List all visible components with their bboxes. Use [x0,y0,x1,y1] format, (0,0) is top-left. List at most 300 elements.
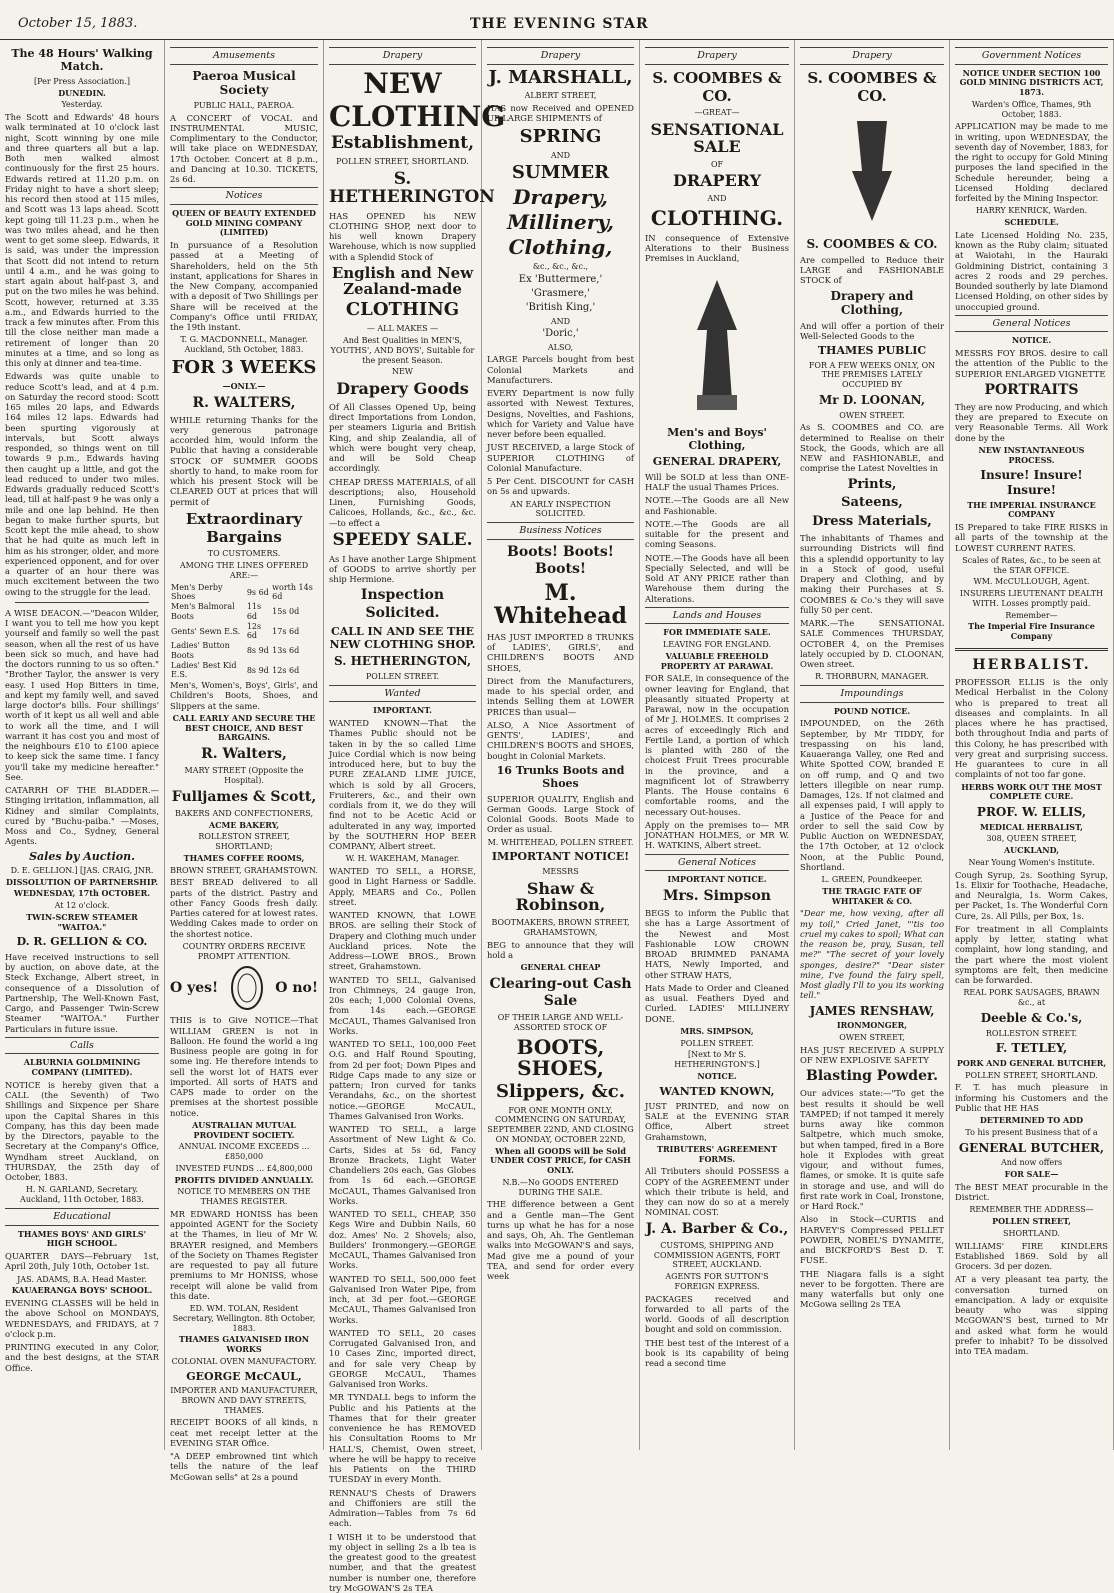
to-customers: TO CUSTOMERS. [207,549,281,559]
steamer-name: TWIN-SCREW STEAMER "WAITOA." [26,911,138,932]
article-body: The Scott and Edwards' 48 hours walk terminated at 10 o'clock last night, Scott winning by one mile and three quarters all but a lap. Both men walked almost continuously for the first 25 hours. Edwards retired at 11.20 p.m. on Friday night to have a short sleep; his record then stood at 115 miles, and Scott was 13 laps ahead. Scott kept going till 11.23 p.m., when he was two miles ahead, and he then went to get some sleep. Edwards, it is said, was under the impression that Scott did not intend to return until 4 a.m., and he was going to start again about half-past 3, and put on the two miles he was behind. Scott, however, returned at 3.35 a.m., and Edwards hurried to the track a few minutes after. From this till the close neither man made a retirement of longer than 20 minutes at a time, and so long as this only at dinner and tea-time. [5,112,159,369]
address: OWEN STREET, [839,1033,905,1043]
packages: PACKAGES received and forwarded to all parts of the world. Goods of all description bought and sold on commission. [645,1293,789,1335]
whitehead-sign: M. WHITEHEAD, POLLEN STREET. [487,837,634,847]
advices-state: Our advices state:—"To get the best results it should be well TAMPED; if not tamped it merely burns away like common Saltpetre, which much smoke, but when tamped, fired in a Bore hole it Explodes with great vigour, and without fumes, flames, or smoke. It is quite safe in storage and use, and will do first rate work in Coal, Ironstone, or Hard Rock." [800,1088,944,1212]
call-early: CALL EARLY AND SECURE THE BEST CHOICE, AND BEST BARGAINS. [172,712,316,743]
wardens-office: Warden's Office, Thames, 9th October, 1883. [971,99,1092,119]
hetherington-sign: S. HETHERINGTON, [333,654,472,669]
walters-sign: R. Walters, [201,746,287,763]
schedule-heading: SCHEDULE. [1004,217,1059,228]
section-heading: General Notices [645,854,789,872]
great-label: —GREAT— [694,108,740,118]
general-drapery: GENERAL DRAPERY, [652,455,782,469]
also-in-stock: Also in Stock—CURTIS and HARVEY'S Compressed PELLET POWDER, NOBEL'S DYNAMITE, and BICKFORD'S Best D. T. FUSE. [800,1214,944,1266]
table-row [170,661,318,681]
annual-income: ANNUAL INCOME EXCEEDS ... £850,000 [178,1142,310,1162]
drapery-body: Of All Classes Opened Up, being direct Importations from London, per steamers Liguria and British King, and ship Zealandia, all of which were bought very cheap, and will be Sold Cheap accordingly. [329,401,476,474]
evening-classes: EVENING CLASSES will be held in the above School on MONDAYS, WEDNESDAYS, and FRIDAYS, at 7 o'clock p.m. [5,1298,159,1339]
millinery-heading: Millinery, [506,210,614,235]
apply-to: Apply on the premises to— MR JONATHAN HOLMES, or MR W. H. WATKINS, Albert street. [645,819,789,851]
table-cell: Ladies' Best Kid E.S. [171,660,237,680]
profits: PROFITS DIVIDED ANNUALLY. [174,1174,314,1185]
table-cell: Gents' Sewn E.S. [171,626,241,636]
general-cheap: GENERAL CHEAP [520,962,601,973]
only-label: —ONLY.— [222,380,266,391]
lines-offered: AMONG THE LINES OFFERED ARE:— [179,561,309,580]
paeroa-society: Paeroa Musical Society [192,68,296,98]
quarter-days: QUARTER DAYS—February 1st, April 20th, July 10th, October 1st. [5,1251,159,1272]
paper-title: THE EVENING STAR [470,16,649,32]
tea-advert: THE Niagara falls is a sight never to be forgotten. There are many waterfalls but only one McGowa selling 2s TEA [800,1268,944,1310]
sale-time: At 12 o'clock. [54,901,110,911]
clothing-heading: CLOTHING. [650,205,784,230]
and-will: And will offer a portion of their Well-Selected Goods to the [800,320,944,342]
agents: AGENTS FOR SUTTON'S FOREIGN EXPRESS. [665,1272,769,1291]
pointing-hand-icon [822,111,922,231]
wanted-ad: WANTED TO SELL, 20 cases Corrugated Galvanised Iron, and 10 Cases Zinc, imported direct, and for sale very Cheap by GEORGE McCAUL, Thames Galvanised Iron Works. [329,1327,476,1390]
prepared-body: IS Prepared to take FIRE RISKS in all parts of the township at the LOWEST CURRENT RATES. [955,522,1108,553]
notice-section: NOTICE UNDER SECTION 100 GOLD MINING DISTRICTS ACT, 1873. [959,67,1104,98]
ellis-body: PROFESSOR ELLIS is the only Medical Herbalist in the Colony who is prepared to treat all diseases and complaints. In all places where he has practised, both throughout India and parts of this Colony, he has prescribed with very great and surprising success. He guarantees to cure in all complaints of not too far gone. [955,677,1108,780]
table-cell: Men's Balmoral Boots [171,602,235,621]
wanted-ad: WANTED TO SELL, a HORSE, good in Light Harness or Saddle. Apply, MEARS and Co., Pollen street. [329,866,476,907]
poundkeeper: L. GREEN, Poundkeeper. [821,875,923,885]
section-heading: General Notices [955,315,1108,333]
medical-herbalist: MEDICAL HERBALIST, [980,821,1083,832]
of-their-stock: OF THEIR LARGE AND WELL-ASSORTED STOCK OF [497,1013,624,1032]
column-7 [950,40,1114,1450]
drapery-clothing: Drapery and Clothing, [830,288,914,318]
producing: They are now Producing, and which they are prepared to Execute on very Reasonable Terms. All Work done by the [955,401,1108,443]
address: SHORTLAND. [1003,1228,1060,1238]
beg-announce: BEG to announce that they will hold a [487,939,634,960]
table-cell: 13s 6d [272,646,300,656]
for-sale: FOR SALE— [1004,1169,1059,1180]
three-weeks-heading: FOR 3 WEEKS [171,356,317,378]
section-heading: Amusements [170,47,318,65]
wanted-ad: WANTED TO SELL, CHEAP, 350 Kegs Wire and Dubbin Nails, 60 doz. Ames' No. 2 Shovels; also, Builders' Ironmongery.—GEORGE McCAUL, Thames Galvanised Iron Works. [329,1209,476,1271]
oven-manufactory: COLONIAL OVEN MANUFACTORY. [171,1356,317,1366]
bread-notice: BEST BREAD delivered to all parts of the district. Pastry and other Fancy Goods fresh daily. Parties catered for at lowest rates. Wedding Cakes made to order on the shortest notice. [170,877,318,939]
address: POLLEN STREET, SHORTLAND. [336,157,469,167]
mccaul-address: IMPORTER AND MANUFACTURER, BROWN AND DAVY STREETS, THAMES. [170,1386,318,1415]
tetley-body: F. T. has much pleasure in informing his Customers and the Public that HE HAS [955,1082,1108,1113]
foy-body: MESSRS FOY BROS. desire to call the attention of the Public to the SUPERIOR ENLARGED VIGNETTE [955,348,1108,379]
signature: ED. WM. TOLAN, Resident Secretary, Wellington. 8th October, 1883. [172,1304,316,1333]
section-heading: Drapery [800,47,944,65]
remedies: Cough Syrup, 2s. Soothing Syrup, 1s. Elixir for Toothache, Headache, and Neuralgia, 1s. Worm Cakes, per Packet, 1s. The Wonderful Corn Cure, 2s. All Pills, per Box, 1s. [955,869,1108,921]
every-department: EVERY Department is now fully assorted with Newest Textures, Designs, Novelties, and Fashions, which for Variety and Value have never before been equalled. [487,388,634,439]
headline-walking-match: The 48 Hours' Walking Match. [11,47,153,74]
address: POLLEN STREET, [992,1216,1071,1227]
gellion-heading: D. R. GELLION & CO. [16,935,148,949]
and-now: And now offers [1000,1158,1063,1168]
school-heading: THAMES BOYS' AND GIRLS' HIGH SCHOOL. [17,1228,147,1249]
sateens-heading: Sateens, [841,495,903,511]
venue: PUBLIC HALL, PAEROA. [193,100,295,110]
galvanised-works: THAMES GALVANISED IRON WORKS [178,1334,310,1355]
prints-heading: Prints, [847,476,897,492]
table-row [170,641,318,661]
auckland: AUCKLAND, [1003,845,1060,856]
column-1 [0,40,165,1450]
tyndall-notice: MR TYNDALL begs to inform the Public and his Patients at the Thames that for their greater convenience he has REMOVED his Consultation Rooms to Mr HALL'S, Chemist, Owen street, where he will be happy to receive his Patients on the THIRD TUESDAY in every Month. [329,1392,476,1485]
pointing-hand-icon [657,270,777,420]
kenrick-sign: HARRY KENRICK, Warden. [975,206,1088,216]
thames-public: THAMES PUBLIC [817,344,927,358]
oval-seal-icon [230,965,264,1011]
table-row [170,622,318,642]
address: ROLLESTON STREET. [985,1028,1078,1038]
amp-heading: AUSTRALIAN MUTUAL PROVIDENT SOCIETY. [192,1119,296,1140]
summer-heading: SUMMER [511,162,610,184]
customs: CUSTOMS, SHIPPING AND COMMISSION AGENTS, FORT STREET, AUCKLAND. [653,1240,781,1270]
important-notice: IMPORTANT NOTICE! [491,850,630,864]
treatment: For treatment in all Complaints apply by letter, stating what complaint, how long standing, and the part where the most violent symptoms are felt, then medicine can be forwarded. [955,923,1108,986]
insurers: INSURERS LIEUTENANT DEALTH WITH. Losses promptly paid. [959,589,1104,608]
near-institute: Near Young Women's Institute. [968,857,1095,867]
one-month: FOR ONE MONTH ONLY, COMMENCING ON SATURDAY, SEPTEMBER 22ND, AND CLOSING ON MONDAY, OCTOBER 22ND, [487,1105,634,1144]
wanted-ad: WANTED KNOWN—That the Thames Public should not be taken in by the so called Lime Juice Cordial which is now being introduced here, but to buy the PURE ZEALAND LIME JUICE, which is sold by all Grocers, Fruiterers, &c., and their own cordials from it, we do they will find not to be Acetic Acid or adulterated in any way, imported by the SOUTHERN HOP BEER COMPANY, Albert street. [329,718,476,852]
address: ALBERT STREET, [524,91,597,101]
notice-members: NOTICE TO MEMBERS ON THE THAMES REGISTER. [177,1187,311,1207]
section-heading: Drapery [329,47,476,65]
dateline: DUNEDIN. [58,87,106,98]
leaving: LEAVING FOR ENGLAND. [662,640,772,650]
notice-label: NOTICE. [1011,335,1052,346]
gellion-body: Have received instructions to sell by auction, on above date, at the Steck Exchange, Albert street, in consequence of a Dissolution of Partnership, The Well-Known Fast, Cargo, and Passenger Twin-Screw Steamer "WAITOA." Further Particulars in future issue. [5,951,159,1034]
section-heading: Educational [5,1208,159,1226]
walters-body: WHILE returning Thanks for the very generous patronage accorded him, would inform the Public that having a considerable STOCK OF SUMMER GOODS shortly to hand, to make room for which his present Stock will be CLEARED OUT at prices that will permit of [170,414,318,507]
hetherington-heading: S. HETHERINGTON [329,168,495,207]
new-heading: NEW [363,66,442,100]
column-6 [795,40,950,1450]
application-body: APPLICATION may be made to me in writing, upon WEDNESDAY, the seventh day of November, 1883, for the right to occupy for Gold Mining purposes the land specified in the Schedule hereunder, being a Licensed Holding declared forfeited by the Mining Inspector. [955,121,1108,204]
tea-advert: THE difference between a Gent and a Gentle man—The Gent turns up what he has for a nose and says, Oh, Ah. The Gentleman walks into McGOWAN'S and says, Mad give me a pound of your TEA, and send for order every week [487,1199,634,1282]
english-heading: English and New Zealand-made [331,263,474,298]
barber-heading: J. A. Barber & Co., [645,1220,789,1237]
auctioneers: D. E. GELLION.] [JAS. CRAIG, JNR. [10,865,154,875]
real-pork: REAL PORK SAUSAGES, BRAWN &c., at [963,988,1100,1008]
also-label: ALSO, [547,342,574,352]
drapery-goods: Drapery Goods [336,379,469,399]
table-cell: 12s 6d [272,665,300,675]
wanted-known: WANTED KNOWN, [659,1084,775,1098]
whitehead-also: ALSO, A Nice Assortment of GENTS', LADIES', and CHILDREN'S BOOTS and SHOES, bought in Colonial Markets. [487,719,634,761]
table-cell: 15s 0d [272,607,300,617]
section-heading: Government Notices [955,47,1108,65]
section-heading: Sales by Auction. [29,849,135,863]
boots-heading: Boots! Boots! Boots! [507,543,614,577]
table-cell: worth 14s 6d [272,582,313,602]
queen-of-beauty-heading: QUEEN OF BEAUTY EXTENDED GOLD MINING COMPANY (LIMITED) [172,207,316,238]
table-cell: 8s 9d [246,646,269,656]
whitehead-body: HAS JUST IMPORTED 8 TRUNKS of LADIES', GIRLS', and CHILDREN'S BOOTS AND SHOES, [487,631,634,673]
remember: Remember— [1005,610,1058,620]
simpson-sign: MRS. SIMPSON, [680,1025,754,1036]
simpson-heading: Mrs. Simpson [663,887,771,904]
column-5 [640,40,795,1450]
ship-name: 'Grasmere,' [531,288,590,300]
bargains-heading: Extraordinary Bargains [185,509,303,547]
press-credit: [Per Press Association.] [34,76,130,86]
clothing-subheading: CLOTHING [345,299,460,321]
wanted-ad: WANTED TO SELL, 500,000 feet Galvanised Iron Water Pipe, from inch, at 3d per foot.—GEORGE McCAUL, Thames Galvanised Iron Works. [329,1273,476,1325]
table-row [170,583,318,603]
imperial-fire: The Imperial Fire Insurance Company [968,621,1095,642]
note: NOTE.—The Goods are all New and Fashionable. [645,495,789,516]
bootmakers: BOOTMAKERS, BROWN STREET, GRAHAMSTOWN, [491,918,630,937]
loonan-heading: Mr D. LOONAN, [818,392,926,407]
address: OWEN STREET. [839,410,905,420]
tea-advert: "A DEEP embrowned tint which tells the nature of the leaf McGowan sells" at 2s a pound [170,1451,318,1482]
large-parcels: LARGE Parcels bought from best Colonial Markets and Manufacturers. [487,354,634,385]
scales: Scales of Rates, &c., to be seen at the STAR OFFICE. [962,555,1101,575]
book-test: THE best test of the interest of a book is its capability of being read a second time [645,1337,789,1368]
address: BROWN STREET, GRAHAMSTOWN. [170,865,318,875]
mens-boys: Men's and Boys' Clothing, [667,425,767,452]
remember-address: REMEMBER THE ADDRESS— [969,1205,1094,1215]
column-4 [482,40,640,1450]
portraits-heading: PORTRAITS [984,381,1079,398]
table-row [170,602,318,622]
clearing-out: Clearing-out Cash Sale [489,975,632,1010]
renshaw-heading: JAMES RENSHAW, [809,1003,935,1018]
address: ROLLESTON STREET, SHORTLAND; [198,832,290,852]
bakers: BAKERS AND CONFECTIONERS, [174,808,314,818]
imperial-heading: THE IMPERIAL INSURANCE COMPANY [967,499,1096,520]
superior-quality: SUPERIOR QUALITY, English and German Goods. Large Stock of Colonial Goods. Boots Made to Order as usual. [487,793,634,835]
best-meat: The BEST MEAT procurable in the District. [955,1181,1108,1203]
alburnia-signature: H. N. GARLAND, Secretary. Auckland, 11th October, 1883. [20,1185,144,1205]
table-cell: 17s 6d [272,626,300,636]
boots-shoes-heading: BOOTS, SHOES, [516,1034,605,1080]
oyes-banner [170,965,318,1011]
schedule-body: Late Licensed Holding No. 235, known as the Ruby claim; situated at Waiotahi, in the Hauraki Goldmining District, containing 3 acres 2 roods and 29 perches. Bounded southerly by late Diamond Licensed Holding, on other sides by unoccupied ground. [955,229,1108,312]
important-label: IMPORTANT. [373,705,432,716]
next-to: [Next to Mr S. HETHERINGTON'S.] [674,1050,760,1070]
school-heading: KAUAERANGA BOYS' SCHOOL. [11,1285,153,1296]
queen-of-beauty-body: In pursuance of a Resolution passed at a Meeting of Shareholders, held on the 5th instant, applications for Shares in the New Company, accompanied with a deposit of Two Shillings per Share will be received at the Company's Office until FRIDAY, the 19th instant. [170,240,318,333]
determined: DETERMINED TO ADD [979,1115,1084,1126]
and-label: AND [550,316,571,326]
tributers-heading: TRIBUTERS' AGREEMENT FORMS. [657,1143,777,1164]
wanted-ad: WANTED TO SELL, Galvanised Iron Chimneys, 24 gauge Iron, 20s each; 1,000 Colonial Ovens, from 14s each.—GEORGE McCAUL, Thames Galvanised Iron Works. [329,974,476,1036]
section-heading: Drapery [645,47,789,65]
immediate-sale: FOR IMMEDIATE SALE. [663,627,771,638]
marshall-heading: J. MARSHALL, [488,66,633,88]
section-heading: Impoundings [800,685,944,703]
column-3 [324,40,506,1593]
drapery-heading: DRAPERY [672,171,762,191]
tea-advert: I WISH it to be understood that my object in selling 2s a lb tea is the greatest good to the greatest number, and that the greatest number is number one, therefore try McGOWAN'S 2s TEA [329,1531,476,1593]
for-sale-body: FOR SALE, in consequence of the owner leaving for England, that pleasantly situated Property at Parawai, now in the occupation of Mr J. HOLMES. It comprises 2 acres of exceedingly Rich and Fertile Land, a portion of which is planted with 280 of the choicest Fruit Trees procurable in the province, and a magnificent lot of Strawberry Plants. The House contains 6 comfortable rooms, and the necessary Out-houses. [645,673,789,817]
few-weeks: FOR A FEW WEEKS ONLY, ON THE PREMISES LATELY OCCUPIED BY [808,360,936,390]
advert-hop-bitters: A WISE DEACON.—"Deacon Wilder, I want you to tell me how you kept yourself and family so well the past season, when all the rest of us have been sick so much, and have had the doctors running to us so often." "Brother Taylor, the answer is very easy. I used Hop Bitters in time, and kept my family well, and saved large doctor's bills. Four shillings' worth of it kept us all well and able to work all the time, and I will warrant it has cost you and most of the neighbours £10 to £100 apiece to keep sick the same time. I fancy you'll take my medicine hereafter." See. [5,607,159,782]
thorburn-sign: R. THORBURN, MANAGER. [815,672,929,682]
section-heading: Business Notices [487,522,634,540]
whitehead-direct: Direct from the Manufacturers, made to his special order, and intends Selling them at LOWER PRICES than usual— [487,675,634,717]
whitehead-heading: M. Whitehead [494,579,627,629]
address: POLLEN STREET. [680,1038,754,1048]
discount: 5 Per Cent. DISCOUNT for CASH on 5s and upwards. [487,476,634,497]
tributers-body: All Tributers should POSSESS a COPY of the AGREEMENT under which their tribute is held, and they can now do so at a merely NOMINAL COST. [645,1166,789,1218]
herbs-cure: HERBS WORK OUT THE MOST COMPLETE CURE. [961,781,1102,802]
section-heading: Calls [5,1037,159,1055]
advert-buchu-paiba: CATARRH OF THE BLADDER.—Stinging irritation, inflammation, all Kidney and similar Complaints, cured by "Buchu-paiba." —Moses, Moss and Co., Sydney, General Agents. [5,785,159,847]
wanted-ad: WANTED TO SELL, a large Assortment of New Light & Co. Carts, Sides at 5s 6d, Fancy Bronze Brackets, Light Water Chandeliers 20s each, Gas Globes from 1s 6d each.—GEORGE McCAUL, Thames Galvanised Iron Works. [329,1124,476,1206]
slippers-heading: Slippers, &c. [496,1080,625,1102]
impounded-body: IMPOUNDED, on the 26th September, by Mr TIDDY, for trespassing on his land, Kauaeranga Valley, one Red and White Spotted COW, branded E on off rump, and Q and two letters illegible on near rump. Damages, 12s. If not claimed and all expenses paid, I will apply to a Justice of the Peace for and order to sell the said Cow by Public Auction on WEDNESDAY, the 17th October, at 12 o'clock Noon, at the Public Pound, Shortland. [800,718,944,872]
establishment-heading: Establishment, [330,133,475,154]
clothing-heading: CLOTHING [329,99,506,133]
dateline-day: Yesterday. [61,100,103,110]
section-heading: Lands and Houses [645,607,789,625]
table-cell: 8s 9d [246,665,269,675]
table-cell: 11s 6d [246,602,262,621]
clothing-heading: Clothing, [508,235,613,260]
boots-note: Men's, Women's, Boys', Girls', and Children's Boots, Shoes, and Slippers at the same. [170,680,318,711]
williams-kindlers: WILLIAMS' FIRE KINDLERS Established 1869. Sold by all Grocers. 3d per dozen. [955,1240,1108,1272]
speedy-sale: SPEEDY SALE. [332,529,473,550]
poem: "Dear me, how vexing, after all my toil," Cried Janet, "'tis too cruel my cakes to spoil; What can the reason be, pray, Susan, tell me?" "The secret of your lovely sponges, desire?" "Dear sister mine, I've found the fairy spell, Most gladly I'll to you its working tell." [800,908,944,1001]
herbalist-heading: HERBALIST. [972,656,1091,673]
marshall-body: HAS now Received and OPENED UP LARGE SHIPMENTS of [487,103,634,124]
tea-advert: AT a very pleasant tea party, the conversation turned on emancipation. A lady or exquisite beauty who was sipping McGOWAN'S best, turned to Mr and asked what form he would prefer to inhabit? To be dissolved into TEA madam. [955,1274,1108,1357]
valuable-property: VALUABLE FREEHOLD PROPERTY AT PARAWAI. [660,650,774,671]
all-makes: — ALL MAKES — [366,324,439,334]
ship-name: 'Doric,' [542,328,579,340]
ono-label: O no! [275,979,318,996]
coombes-subheading: S. COOMBES & CO. [806,237,938,252]
drapery-heading: Drapery, [513,185,608,210]
messrs-label: MESSRS [542,866,579,876]
wanted-ad: WANTED TO SELL, 100,000 Feet O.G. and Half Round Spouting, from 2d per foot; Down Pipes and Ridge Caps made to any size or pattern; Iron curved for tanks Verandahs, &c., on the shortest notice.—GEORGE McCAUL, Thames Galvanised Iron Works. [329,1039,476,1121]
section-heading: Wanted [329,685,476,703]
coffee-rooms: THAMES COFFEE ROOMS, [183,852,305,863]
issue-date: October 15, 1883. [18,16,138,31]
signature: W. H. WAKEHAM, Manager. [345,854,460,864]
invested-funds: INVESTED FUNDS ... £4,800,000 [175,1163,313,1173]
compelled-body: Are compelled to Reduce their LARGE and FASHIONABLE STOCK of [800,254,944,286]
coombes-heading: S. COOMBES & CO. [807,68,937,105]
address: 308, QUEEN STREET, [986,834,1077,844]
address: POLLEN STREET, SHORTLAND. [965,1070,1098,1080]
coombes-body: As S. COOMBES and CO. are determined to Realise on their Stock, the Goods, which are all NEW and FASHIONABLE, and comprise the Latest Novelties in [800,422,944,474]
dress-heading: Dress Materials, [812,514,932,530]
of-label: OF [710,159,724,169]
and-label: AND [550,150,571,160]
coombes-heading: S. COOMBES & CO. [652,68,782,105]
article-body: Edwards was quite unable to reduce Scott's lead, and at 4 p.m. on Saturday the record stood: Scott 165 miles 20 laps, and Edwards 164 miles 12 laps. Edwards had been spurting vigorously at intervals, but Scott always responded, so things went on till towards 9 p.m., Edwards having then caught up a little, and got the lead reduced to under two miles. Edwards gradually reduced Scott's lead, till at half-past 9 he was only a mile and one lap behind. He then began to make further spurts, but Scott kept the mile ahead, to show that he had quite as much left in him as his stronger, older, and more experienced opponent, and for over a quarter of an hour there was much excitement between the two owing to the struggle for the lead. [5,371,159,597]
country-orders: COUNTRY ORDERS RECEIVE PROMPT ATTENTION. [182,941,306,961]
ironmonger: IRONMONGER, [836,1020,908,1031]
note: NOTE.—The Goods have all been Specially Selected, and will be Sold AT ANY PRICE rather than Warehouse them during the Alterations. [645,552,789,604]
table-cell: Ladies' Button Boots [171,641,230,660]
ship-name: Ex 'Buttermere,' [518,274,603,285]
shaw-heading: Shaw & Robinson, [515,878,606,915]
sale-date: WEDNESDAY, 17th OCTOBER. [13,888,151,899]
sensational-sale: SENSATIONAL SALE [650,119,784,156]
etc-label: &c., &c., &c., [532,262,589,272]
column-2 [165,40,324,1482]
hetherington-body: HAS OPENED his NEW CLOTHING SHOP, next door to his well known Drapery Warehouse, which is now supplied with a Splendid Stock of [329,210,476,262]
honiss-notice: MR EDWARD HONISS has been appointed AGENT for the Society at the Thames, in lieu of Mr W. BRAYER resigned, and Members of the Society on Thames Register are requested to pay all future premiums to Mr HONISS, whose receipt will alone be valid from this date. [170,1208,318,1301]
nb-note: N.B.—No GOODS ENTERED DURING THE SALE. [502,1177,619,1197]
hats-made: Hats Made to Order and Cleaned as usual. Feathers Dyed and Curled. LADIES' MILLINERY DONE. [645,982,789,1024]
inhabitants: The inhabitants of Thames and surrounding Districts will find this a splendid opportunity to lay in a Stock of good, useful Drapery and Clothing, and by making their Purchases at S. COOMBES & Co.'s they will save fully 50 per cent. [800,533,944,615]
mccullough-sign: WM. McCULLOUGH, Agent. [973,577,1090,587]
address: POLLEN STREET. [365,672,440,682]
concert-notice: A CONCERT of VOCAL and INSTRUMENTAL MUSIC, Complimentary to the Conductor, will take place on WEDNESDAY, 17th October. Concert at 8 p.m., and Dancing at 10.30. TICKETS, 2s 6d. [170,112,318,185]
inspection-solicited: Inspection Solicited. [360,587,445,621]
blasting-powder: Blasting Powder. [806,1068,938,1085]
and-label: AND [707,194,727,204]
price-table [170,583,318,681]
call-in: CALL IN AND SEE THE NEW CLOTHING SHOP. [329,624,476,651]
head-master: JAS. ADAMS, B.A. Head Master. [17,1274,147,1284]
note: NOTE.—The Goods are all suitable for the present and coming Seasons. [645,518,789,550]
hats-notice: THIS is to Give NOTICE—That WILLIAM GREEN is not in Balloon. He found the world a ing Business people are going in for some ing. He therefore intends to sell the worst lot of HATS ever imported. All sorts of HATS and CAPS made to order on the premises at the shortest possible notice. [170,1015,318,1118]
masthead [0,0,1114,40]
ship-name: 'British King,' [525,302,596,314]
trunks-heading: 16 Trunks Boots and Shoes [496,763,625,791]
oyes-label: O yes! [170,979,219,996]
spring-heading: SPRING [519,125,602,147]
just-received: JUST RECEIVED, a large Stock of SUPERIOR CLOTHING of Colonial Manufacture. [487,442,634,473]
prof-ellis: PROF. W. ELLIS, [976,805,1087,820]
tetley-heading: F. TETLEY, [995,1041,1068,1056]
table-cell: 12s 6d [246,621,262,641]
process: NEW INSTANTANEOUS PROCESS. [978,444,1085,465]
insure-heading: Insure! Insure! Insure! [980,468,1083,498]
dissolution-heading: DISSOLUTION OF PARTNERSHIP. [5,876,159,887]
consequence-body: IN consequence of Extensive Alterations to their Business Premises in Auckland, [645,232,789,264]
general-butcher: GENERAL BUTCHER, [958,1140,1105,1155]
will-be-sold: Will be SOLD at less than ONE-HALF the usual Thames Prices. [645,471,789,493]
received-supply: HAS JUST RECEIVED A SUPPLY OF NEW EXPLOSIVE SAFETY [800,1044,944,1066]
another-shipment: As I have another Large Shipment of GOODS to arrive shortly per ship Hermione. [329,553,476,585]
cheap-dress: CHEAP DRESS MATERIALS, of all descriptions; also, Household Linen, Furnishing Goods, Calicoes, Hollands, &c., &c., &c.—to effect a [329,476,476,528]
tragic-heading: THE TRAGIC FATE OF WHITAKER & CO. [822,885,922,906]
new-label: NEW [391,367,414,377]
rennau-advert: RENNAU'S Chests of Drawers and Chiffoniers are still the Admiration—Tables from 7s 6d each. [329,1487,476,1529]
fulljames-heading: Fulljames & Scott, [171,788,317,805]
best-qualities: And Best Qualities in MEN'S, YOUTHS', AND BOYS', Suitable for the present Season. [330,336,475,365]
signature: T. G. MACDONNELL, Manager. Auckland, 5th October, 1883. [180,335,308,355]
walters-address: MARY STREET (Opposite the Hospital). [184,766,304,786]
simpson-body: BEGS to inform the Public that she has a Large Assortment of the Newest and Most Fashionable LOW CROWN BROAD BRIMMED PANAMA HATS, Newly Imported, and other STRAW HATS, [645,908,789,980]
alburnia-heading: ALBURNIA GOLDMINING COMPANY (LIMITED). [23,1057,141,1078]
alburnia-body: NOTICE is hereby given that a CALL (the Seventh) of Two Shillings and Sixpence per Share upon the Capital Shares in this Company, has this day been made by the Directors, payable to the Secretary at the Company's Office, Wyndham street Auckland, on THURSDAY, the 25th day of October, 1883. [5,1079,159,1183]
to-present: To his present Business that of a [965,1127,1098,1137]
section-heading: Notices [170,187,318,205]
important-notice: IMPORTANT NOTICE. [667,874,767,885]
table-cell: Men's Derby Shoes [171,582,223,602]
mark-note: MARK.—The SENSATIONAL SALE Commences THURSDAY, OCTOBER 4, on the Premises lately occupied by D. CLOONAN, Owen street. [800,618,944,670]
mccaul-heading: GEORGE McCAUL, [186,1369,302,1383]
early-inspection: AN EARLY INSPECTION SOLICITED. [510,499,611,519]
pork-butcher: PORK AND GENERAL BUTCHER, [956,1057,1107,1068]
section-heading: Drapery [487,47,634,65]
wanted-ad: WANTED KNOWN, that LOWE BROS. are selling their Stock of Drapery and Clothing much under Auckland prices. Note the Address—LOWE BROS., Brown street, Grahamstown. [329,910,476,972]
receipt-books: RECEIPT BOOKS of all kinds, n ceat met receipt letter at the EVENING STAR Office. [170,1417,318,1448]
table-cell: 9s 6d [246,587,269,597]
advert-printing: PRINTING executed in any Color, and the best designs, at the STAR Office. [5,1342,159,1373]
just-printed: JUST PRINTED, and now on SALE at the EVENING STAR Office, Albert street Grahamstown, [645,1100,789,1142]
notice-label: NOTICE. [697,1070,737,1081]
